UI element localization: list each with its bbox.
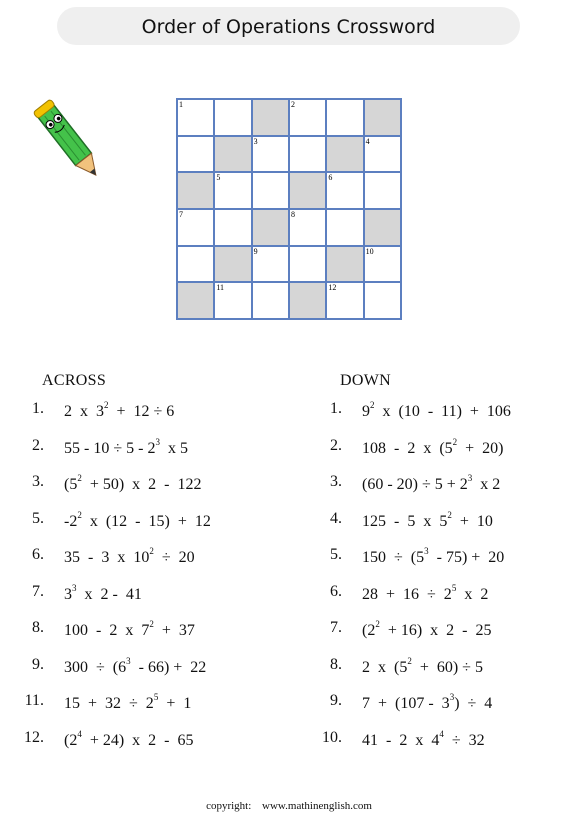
clue-expression — [64, 583, 142, 604]
grid-cell-number: 9 — [253, 246, 258, 256]
exponent: 2 — [77, 473, 82, 483]
expression-text: ) ÷ 4 — [454, 695, 493, 712]
grid-cell-number: 2 — [290, 100, 295, 109]
expression-text: 28 + 16 ÷ 2 — [362, 585, 452, 603]
expression-text: (2 — [64, 731, 78, 749]
grid-cell[interactable] — [177, 99, 214, 136]
clue-number: 12. — [24, 728, 44, 746]
grid-cell[interactable] — [252, 136, 289, 173]
exponent: 2 — [104, 400, 109, 410]
grid-cell[interactable] — [177, 246, 214, 283]
grid-cell[interactable] — [289, 246, 326, 283]
exponent: 2 — [77, 509, 82, 520]
grid-cell-blocked — [177, 282, 214, 319]
page-title: Order of Operations Crossword — [141, 16, 436, 38]
grid-cell-blocked — [252, 209, 289, 246]
down-clue — [308, 692, 511, 729]
exponent: 3 — [449, 692, 455, 702]
expression-text: x 2 - 41 — [76, 585, 142, 603]
expression-text: 35 - 3 x 10 — [64, 549, 150, 566]
grid-cell-blocked — [214, 136, 251, 173]
clue-expression — [362, 437, 504, 458]
clue-number: 11. — [24, 692, 44, 709]
copyright-site: www.mathinenglish.com — [262, 800, 372, 812]
across-clue — [10, 729, 211, 766]
down-clue-list — [308, 400, 511, 765]
exponent: 2 — [452, 436, 458, 447]
clue-number: 5. — [330, 546, 342, 563]
expression-text: ÷ 32 — [443, 731, 485, 749]
clue-expression — [64, 473, 202, 494]
grid-cell[interactable] — [252, 172, 289, 209]
grid-cell-blocked — [364, 99, 401, 136]
grid-cell-number: 11 — [216, 283, 225, 293]
footer — [0, 800, 578, 812]
grid-cell-blocked — [364, 209, 401, 246]
exponent: 3 — [155, 436, 160, 447]
exponent: 5 — [451, 582, 457, 593]
expression-text: + 12 ÷ 6 — [108, 403, 175, 420]
clue-expression — [362, 510, 493, 531]
expression-text: 125 - 5 x 5 — [362, 512, 448, 530]
across-clue — [10, 400, 211, 437]
down-clue — [308, 510, 511, 547]
expression-text: - 66) + 22 — [130, 658, 207, 676]
clue-expression — [64, 400, 174, 421]
across-clue — [10, 546, 211, 583]
grid-cell-number: 12 — [328, 283, 337, 293]
expression-text: 2 x 3 — [64, 403, 104, 420]
down-clue — [308, 437, 511, 474]
across-clue — [10, 583, 211, 620]
clue-expression — [64, 692, 191, 713]
expression-text: + 60) ÷ 5 — [411, 658, 483, 676]
expression-text: 108 - 2 x (5 — [362, 439, 453, 457]
expression-text: + 10 — [451, 512, 493, 530]
down-clue — [308, 583, 511, 620]
grid-cell-blocked — [289, 282, 326, 319]
expression-text: - 75) + 20 — [428, 549, 505, 566]
down-clue — [308, 656, 511, 693]
grid-cell-blocked — [252, 99, 289, 136]
exponent: 3 — [467, 473, 473, 483]
grid-cell-number: 6 — [328, 173, 333, 183]
across-clue — [10, 473, 211, 510]
grid-cell[interactable] — [177, 209, 214, 246]
expression-text: 100 - 2 x 7 — [64, 622, 150, 639]
clue-number: 2. — [330, 436, 342, 454]
grid-cell[interactable] — [326, 209, 363, 246]
expression-text: + 1 — [158, 695, 192, 712]
clue-expression — [362, 583, 488, 604]
grid-cell[interactable] — [289, 99, 326, 136]
grid-cell[interactable] — [364, 136, 401, 173]
grid-cell-number: 1 — [179, 100, 183, 109]
clue-number: 3. — [32, 473, 44, 490]
exponent: 4 — [439, 728, 444, 739]
grid-cell-number: 8 — [290, 210, 295, 219]
down-heading: DOWN — [340, 372, 391, 389]
expression-text: x (10 - 11) + 106 — [374, 403, 511, 420]
clue-number: 5. — [32, 509, 44, 527]
expression-text: 9 — [362, 403, 370, 420]
grid-cell[interactable] — [177, 136, 214, 173]
exponent: 3 — [424, 546, 429, 556]
expression-text: x 2 — [472, 476, 501, 493]
clue-number: 1. — [330, 400, 342, 417]
clue-expression — [64, 510, 211, 531]
exponent: 2 — [375, 619, 380, 629]
exponent: 4 — [77, 728, 82, 739]
clue-number: 8. — [330, 655, 342, 673]
expression-text: 3 — [64, 585, 72, 603]
expression-text: + 50) x 2 - 122 — [81, 476, 202, 493]
grid-cell[interactable] — [214, 99, 251, 136]
expression-text: 150 ÷ (5 — [362, 549, 425, 566]
across-clue — [10, 619, 211, 656]
clue-expression — [64, 546, 195, 567]
clue-expression — [362, 473, 500, 494]
clue-expression — [362, 400, 511, 421]
across-clue-list — [10, 400, 211, 765]
expression-text: x 2 — [456, 585, 489, 603]
pencil-icon — [30, 92, 110, 192]
copyright-label: copyright: — [206, 800, 252, 812]
clue-expression — [64, 619, 195, 640]
expression-text: x 5 — [159, 439, 188, 457]
clue-expression — [64, 729, 194, 750]
clue-number: 7. — [330, 619, 342, 636]
grid-cell[interactable] — [364, 282, 401, 319]
across-heading: ACROSS — [42, 372, 107, 389]
expression-text: ÷ 20 — [153, 549, 195, 566]
grid-cell[interactable] — [214, 282, 251, 319]
grid-cell-blocked — [326, 136, 363, 173]
exponent: 3 — [126, 655, 131, 666]
expression-text: (60 - 20) ÷ 5 + 2 — [362, 476, 468, 493]
exponent: 3 — [72, 582, 77, 593]
clue-number: 3. — [330, 473, 342, 490]
grid-cell[interactable] — [364, 172, 401, 209]
grid-cell-number: 10 — [365, 246, 374, 256]
grid-cell[interactable] — [252, 246, 289, 283]
clue-expression — [362, 619, 492, 640]
exponent: 2 — [149, 546, 154, 556]
title-banner — [57, 7, 520, 45]
grid-cell[interactable] — [326, 282, 363, 319]
clue-number: 1. — [32, 400, 44, 417]
clue-number: 6. — [32, 546, 44, 563]
across-clue — [10, 510, 211, 547]
clue-expression — [362, 692, 492, 713]
grid-cell-blocked — [214, 246, 251, 283]
expression-text: 300 ÷ (6 — [64, 658, 127, 676]
clue-number: 6. — [330, 582, 342, 600]
grid-cell[interactable] — [214, 209, 251, 246]
across-clue — [10, 437, 211, 474]
expression-text: (2 — [362, 622, 376, 639]
clue-number: 7. — [32, 582, 44, 600]
exponent: 2 — [370, 400, 375, 410]
clue-expression — [362, 656, 483, 677]
grid-cell-number: 4 — [365, 136, 370, 146]
down-clue — [308, 729, 511, 766]
down-clue — [308, 400, 511, 437]
expression-text: 55 - 10 ÷ 5 - 2 — [64, 439, 156, 457]
expression-text: + 20) — [457, 439, 504, 457]
clue-number: 4. — [330, 509, 342, 527]
down-clue — [308, 619, 511, 656]
exponent: 5 — [153, 692, 159, 702]
expression-text: 7 + (107 - 3 — [362, 695, 450, 712]
clue-number: 9. — [32, 655, 44, 673]
expression-text: (5 — [64, 476, 78, 493]
expression-text: -2 — [64, 512, 78, 530]
expression-text: 15 + 32 ÷ 2 — [64, 695, 154, 712]
grid-cell-blocked — [326, 246, 363, 283]
clue-number: 10. — [322, 728, 342, 746]
across-clue — [10, 692, 211, 729]
grid-cell-blocked — [289, 172, 326, 209]
grid-cell[interactable] — [326, 172, 363, 209]
expression-text: x (12 - 15) + 12 — [81, 512, 211, 530]
crossword-grid — [176, 98, 402, 320]
grid-cell[interactable] — [289, 136, 326, 173]
expression-text: + 37 — [153, 622, 195, 639]
exponent: 2 — [447, 509, 452, 520]
expression-text: + 24) x 2 - 65 — [81, 731, 194, 749]
clue-expression — [362, 546, 504, 567]
clue-number: 8. — [32, 619, 44, 636]
down-clue — [308, 546, 511, 583]
grid-cell[interactable] — [214, 172, 251, 209]
grid-cell[interactable] — [289, 209, 326, 246]
grid-cell[interactable] — [364, 246, 401, 283]
across-clue — [10, 656, 211, 693]
expression-text: + 16) x 2 - 25 — [379, 622, 492, 639]
grid-cell-number: 7 — [179, 210, 183, 219]
grid-cell-number: 3 — [253, 136, 258, 146]
clue-expression — [64, 656, 206, 677]
grid-cell-blocked — [177, 172, 214, 209]
clue-number: 9. — [330, 692, 342, 709]
grid-cell[interactable] — [326, 99, 363, 136]
grid-cell[interactable] — [252, 282, 289, 319]
clue-expression — [362, 729, 485, 750]
exponent: 2 — [149, 619, 154, 629]
expression-text: 41 - 2 x 4 — [362, 731, 440, 749]
exponent: 2 — [407, 655, 412, 666]
down-clue — [308, 473, 511, 510]
clue-expression — [64, 437, 188, 458]
expression-text: 2 x (5 — [362, 658, 408, 676]
grid-cell-number: 5 — [216, 173, 221, 183]
clue-number: 2. — [32, 436, 44, 454]
